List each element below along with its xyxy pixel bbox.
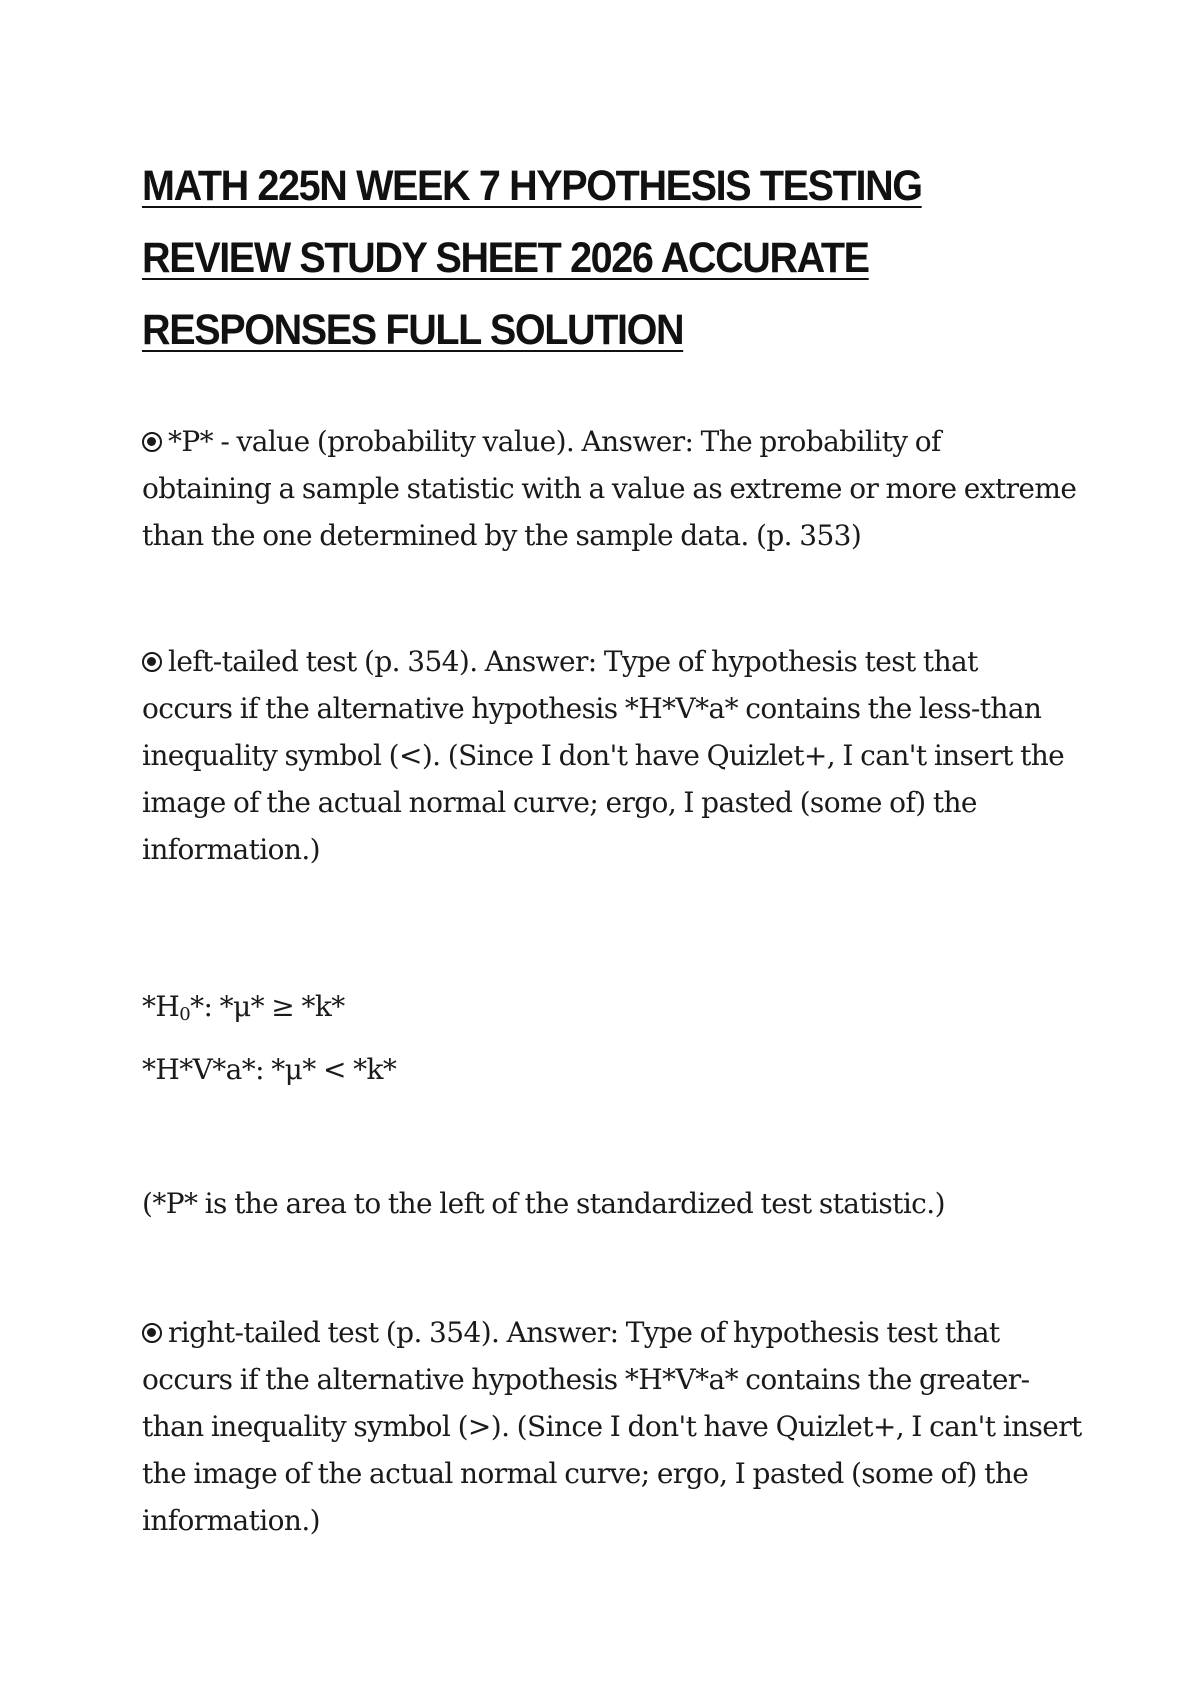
entry-line: right-tailed test (p. 354). Answer: Type of hypothesis test that (142, 1309, 1082, 1356)
entry-right-tailed-test (142, 1309, 1082, 1544)
radio-bullet-icon (142, 1323, 162, 1343)
radio-bullet-icon (142, 652, 162, 672)
entry-line: occurs if the alternative hypothesis *H*V*a* contains the less-than (142, 692, 1042, 725)
entry-line: than inequality symbol (>). (Since I don't have Quizlet+, I can't insert (142, 1410, 1082, 1443)
title-line-2: REVIEW STUDY SHEET 2026 ACCURATE (142, 234, 869, 282)
entry-p-value (142, 418, 1082, 559)
entry-line: occurs if the alternative hypothesis *H*V*a* contains the greater- (142, 1363, 1030, 1396)
h0-subscript: 0 (179, 1004, 191, 1025)
entry-line: left-tailed test (p. 354). Answer: Type of hypothesis test that (142, 638, 1082, 685)
document-page (142, 150, 1082, 1537)
entry-left-tailed-test (142, 638, 1082, 873)
radio-bullet-icon (142, 432, 162, 452)
entry-line: the image of the actual normal curve; ergo, I pasted (some of) the (142, 1457, 1029, 1490)
entry-line: information.) (142, 833, 320, 866)
h0-prefix: *H (142, 990, 180, 1023)
null-hypothesis (142, 983, 1082, 1030)
entry-line: inequality symbol (<). (Since I don't have Quizlet+, I can't insert the (142, 739, 1065, 772)
entry-line: image of the actual normal curve; ergo, I pasted (some of) the (142, 786, 977, 819)
h0-suffix: *: *μ* ≥ *k* (190, 990, 345, 1023)
entry-line: *P* - value (probability value). Answer: The probability of (142, 418, 1082, 465)
title-line-1: MATH 225N WEEK 7 HYPOTHESIS TESTING (142, 162, 922, 210)
entry-line: than the one determined by the sample data. (p. 353) (142, 519, 862, 552)
title-line-3: RESPONSES FULL SOLUTION (142, 306, 684, 354)
p-area-note: (*P* is the area to the left of the standardized test statistic.) (142, 1187, 945, 1220)
document-title (142, 150, 1082, 366)
alternative-hypothesis: *H*V*a*: *μ* < *k* (142, 1053, 397, 1086)
entry-line: information.) (142, 1504, 320, 1537)
entry-line: obtaining a sample statistic with a value as extreme or more extreme (142, 472, 1077, 505)
